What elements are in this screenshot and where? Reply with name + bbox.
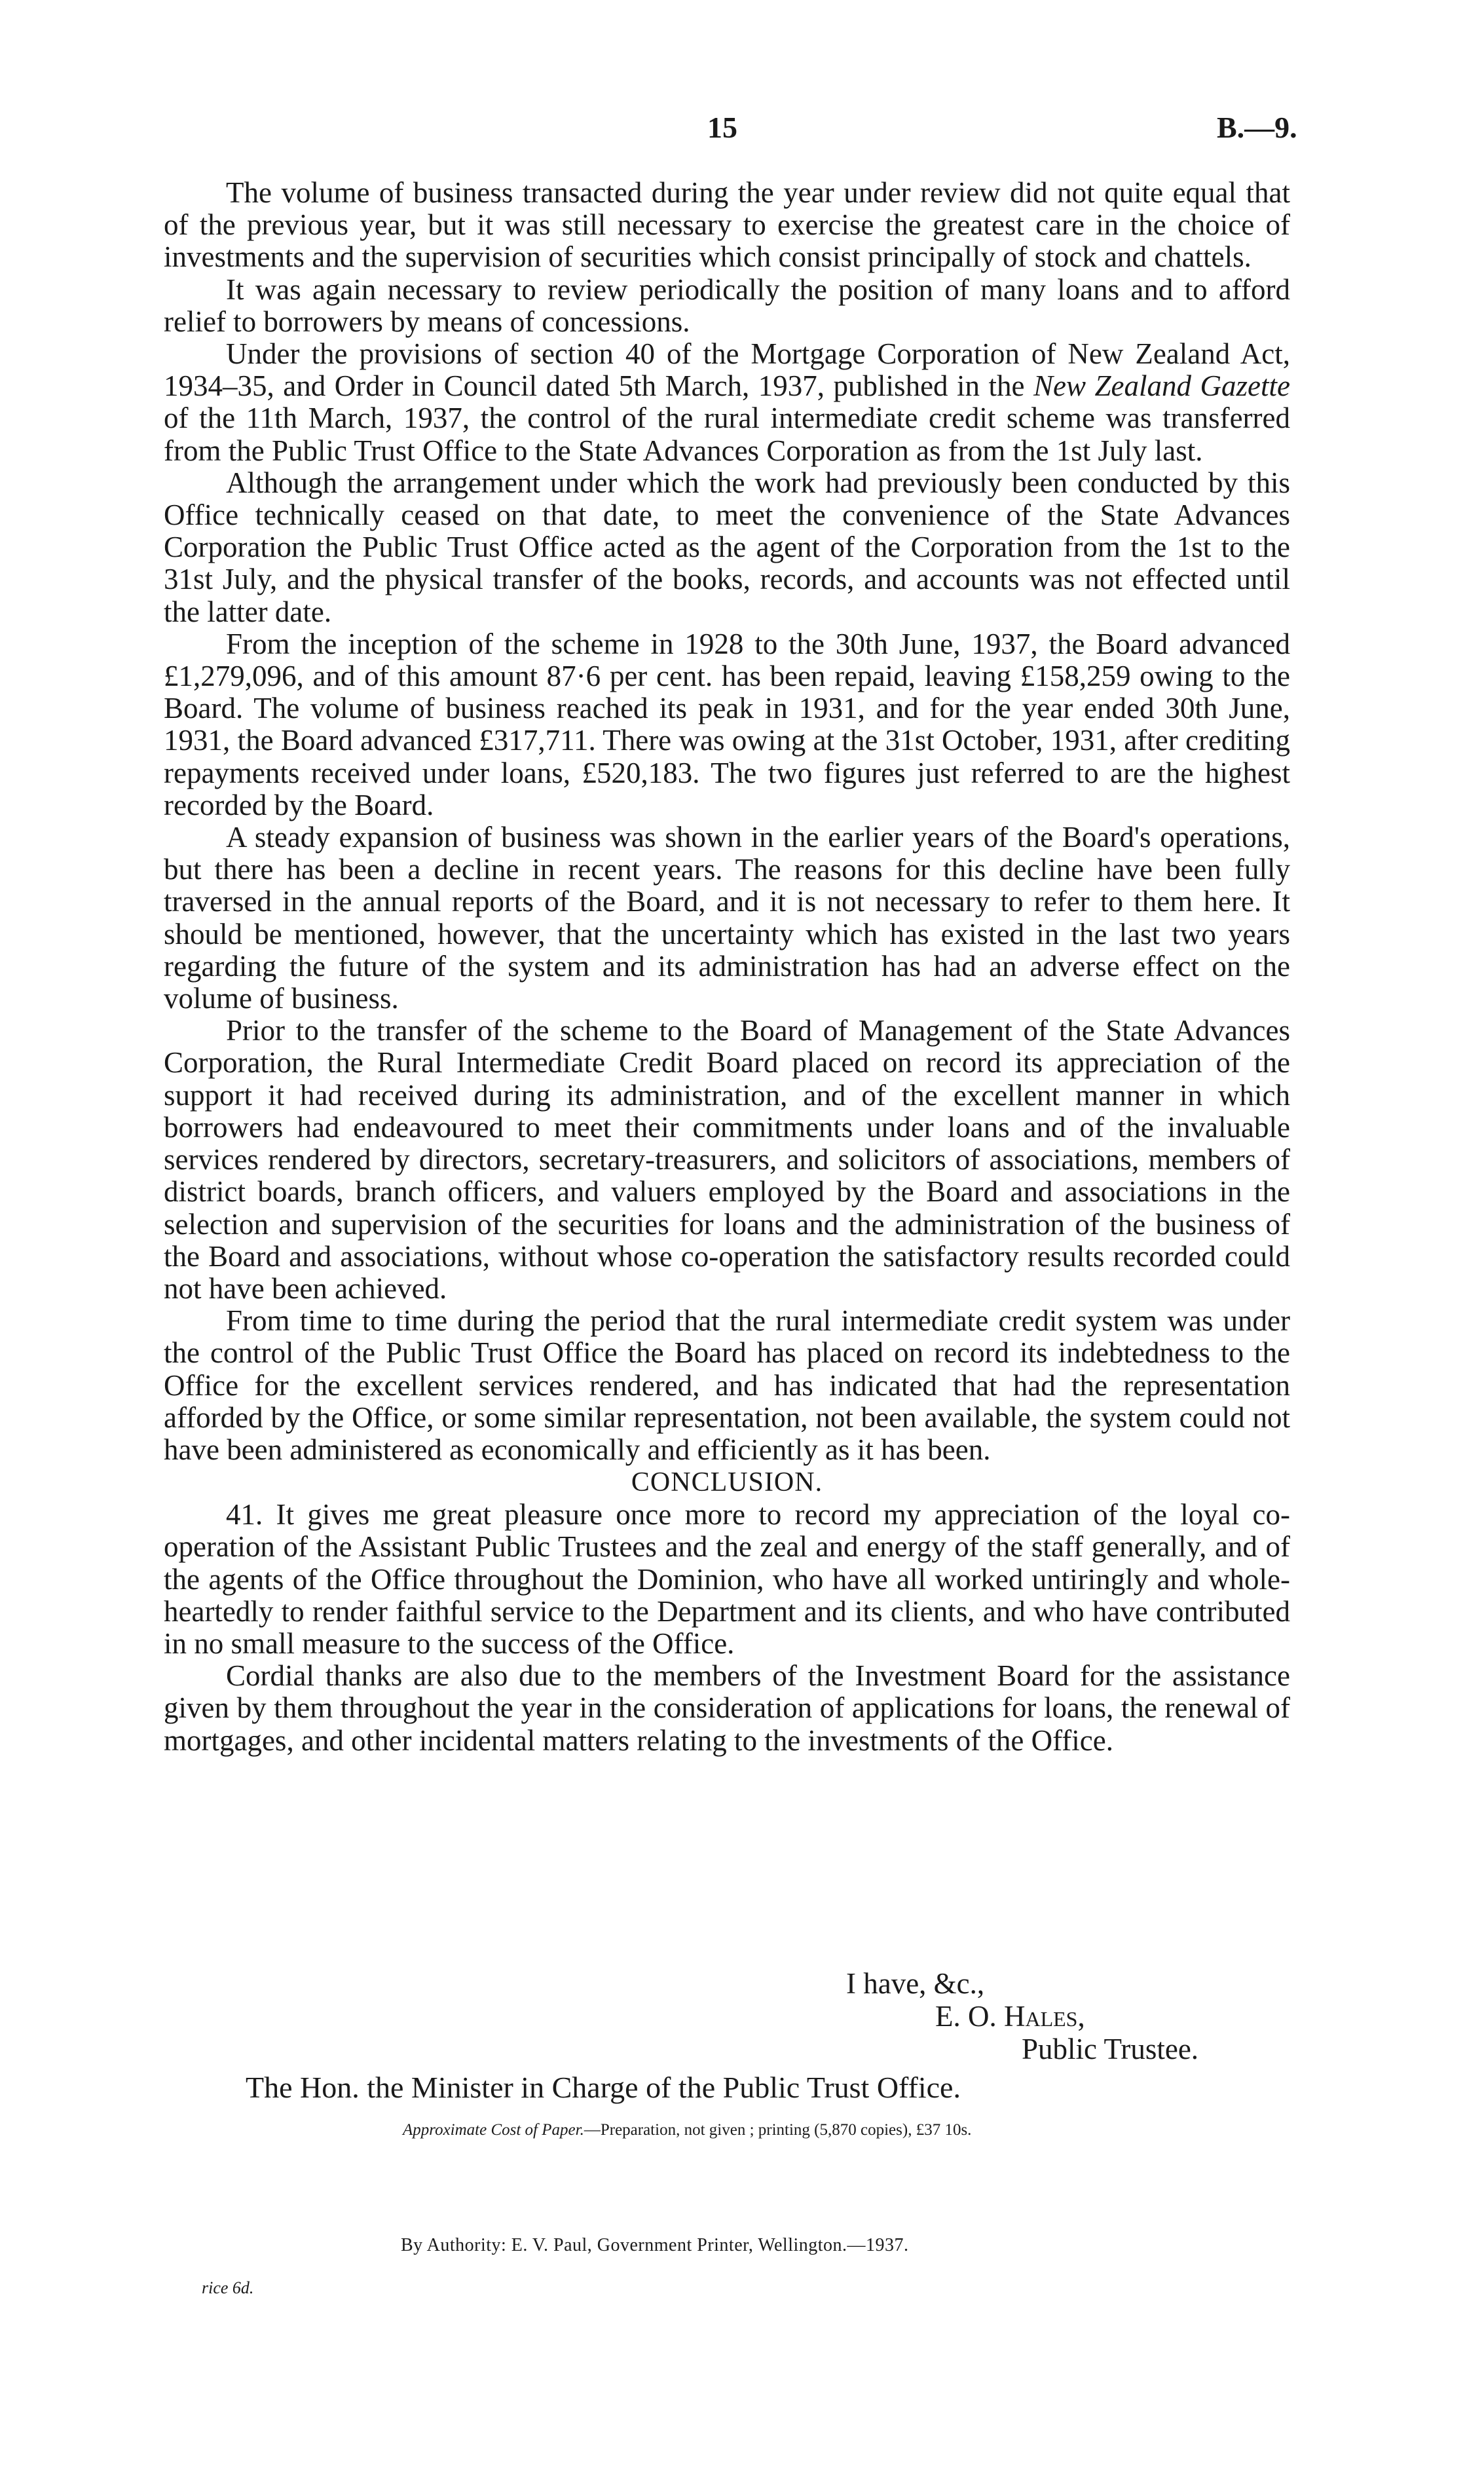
paragraph-board-appreciation: Prior to the transfer of the scheme to the Board of Management of the State Advances Corporation, the Rural Intermediate Credit Board placed on record its appreciation of the support it had received during its administration, and of the excellent manner in which borrowers had endeavoured to meet their commitments under loans and of the invaluable services rendered by directors, secretary-treasurers, and solicitors of associations, members of district boards, branch officers, and valuers employed by the Board and associations in the selection and supervision of the securities for loans and the administration of the business of the Board and associations, without whose co-operation the satisfactory results recorded could not have been achieved. — [164, 1014, 1290, 1305]
paragraph-agency-arrangement: Although the arrangement under which the work had previously been conducted by this Office technically ceased on that date, to meet the convenience of the State Advances Corporation the Public Trust Office acted as the agent of the Corporation from the 1st to the 31st July, and the physical transfer of the books, records, and accounts was not effected until the latter date. — [164, 466, 1290, 628]
paragraph-loan-figures: From the inception of the scheme in 1928 to the 30th June, 1937, the Board advanced £1,279,096, and of this amount 87·6 per cent. has been repaid, leaving £158,259 owing to the Board. The volume of business reached its peak in 1931, and for the year ended 30th June, 1931, the Board advanced £317,711. There was owing at the 31st October, 1931, after crediting repayments received under loans, £520,183. The two figures just referred to are the highest recorded by the Board. — [164, 627, 1290, 821]
paragraph-business-decline: A steady expansion of business was shown in the earlier years of the Board's operations, but there has been a decline in recent years. The reasons for this decline have been fully traversed in the annual reports of the Board, and it is not necessary to refer to them here. It should be mentioned, however, that the uncertainty which has existed in the last two years regarding the future of the system and its administration has had an adverse effect on the volume of business. — [164, 821, 1290, 1015]
addressee-line: The Hon. the Minister in Charge of the Public Trust Office. — [246, 2071, 961, 2104]
paragraph-text: of the 11th March, 1937, the control of the rural intermediate credit scheme was transferred from the Public Trust Office to the State Advances Corporation as from the 1st July last. — [164, 402, 1290, 467]
price-note: rice 6d. — [202, 2278, 254, 2297]
paragraph-text: Under the provisions of section 40 of the Mortgage Corporation of New Zealand Act, 1934–35, and Order in Council dated 5th March, 1937, published in the — [164, 337, 1290, 403]
signature-salutation: I have, &c., — [846, 1967, 985, 2000]
cost-text: —Preparation, not given ; printing (5,870 copies), £37 10s. — [584, 2121, 972, 2139]
signature-name: E. O. Hales, — [935, 2000, 1085, 2033]
page-number: 15 — [707, 111, 737, 144]
paragraph-volume-of-business: The volume of business transacted during the year under review did not quite equal that of the previous year, but it was still necessary to exercise the greatest care in the choice of investments and the supervision of securities which consist principally of stock and chattels. — [164, 176, 1290, 274]
paragraph-transfer-of-control — [164, 338, 1290, 467]
paragraph-investment-board-thanks: Cordial thanks are also due to the members of the Investment Board for the assistance given by them throughout the year in the consideration of applications for loans, the renewal of mortgages, and other incidental matters relating to the investments of the Office. — [164, 1659, 1290, 1757]
cost-label: Approximate Cost of Paper. — [403, 2121, 584, 2139]
printer-authority: By Authority: E. V. Paul, Government Printer, Wellington.—1937. — [401, 2235, 909, 2255]
conclusion-heading: CONCLUSION. — [631, 1467, 823, 1498]
gazette-title: New Zealand Gazette — [1033, 369, 1290, 403]
signature-title: Public Trustee. — [1022, 2033, 1199, 2065]
report-body — [164, 177, 1290, 1757]
paragraph-concessions: It was again necessary to review periodically the position of many loans and to afford relief to borrowers by means of concessions. — [164, 273, 1290, 338]
paragraph-board-indebtedness: From time to time during the period that the rural intermediate credit system was under the control of the Public Trust Office the Board has placed on record its indebtedness to the Office for the excellent services rendered, and has indicated that had the representation afforded by the Office, or some similar representation, not been available, the system could not have been administered as economically and efficiently as it has been. — [164, 1304, 1290, 1466]
paragraph-41-appreciation: 41. It gives me great pleasure once more to record my appreciation of the loyal co-operation of the Assistant Public Trustees and the zeal and energy of the staff generally, and of the agents of the Office throughout the Dominion, who have all worked untiringly and whole-heartedly to render faithful service to the Department and its clients, and who have contributed in no small measure to the success of the Office. — [164, 1498, 1290, 1660]
paper-cost-note — [403, 2121, 971, 2139]
document-reference: B.—9. — [1217, 111, 1297, 144]
